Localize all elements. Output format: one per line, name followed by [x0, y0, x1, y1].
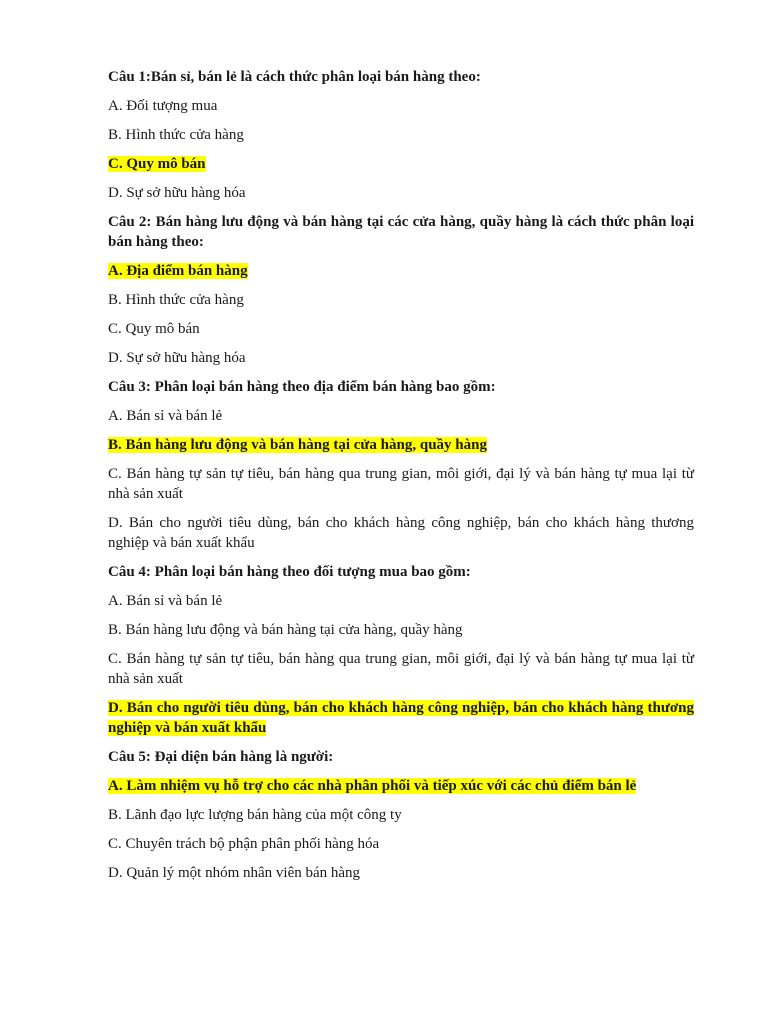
question-5-text: Câu 5: Đại diện bán hàng là người: — [108, 749, 334, 765]
question-5-option-d: D. Quản lý một nhóm nhân viên bán hàng — [108, 865, 361, 881]
question-3-text: Câu 3: Phân loại bán hàng theo địa điểm bán hàng bao gồm: — [108, 379, 496, 395]
question-1-option-d: D. Sự sở hữu hàng hóa — [108, 185, 246, 201]
question-4-text: Câu 4: Phân loại bán hàng theo đối tượng mua bao gồm: — [108, 564, 471, 580]
question-4-option-c: C. Bán hàng tự sản tự tiêu, bán hàng qua trung gian, môi giới, đại lý và bán hàng tự mua lại từ nhà sản xuất — [108, 651, 694, 687]
question-block-3 — [108, 377, 694, 553]
correct-answer-highlight: A. Làm nhiệm vụ hỗ trợ cho các nhà phân phối và tiếp xúc với các chủ điểm bán lẻ — [108, 778, 637, 794]
question-3-option-d: D. Bán cho người tiêu dùng, bán cho khách hàng công nghiệp, bán cho khách hàng thương nghiệp và bán xuất khẩu — [108, 515, 694, 551]
question-2-option-d: D. Sự sở hữu hàng hóa — [108, 350, 246, 366]
correct-answer-highlight: B. Bán hàng lưu động và bán hàng tại cửa hàng, quầy hàng — [108, 437, 487, 453]
question-2-option-b: B. Hình thức cửa hàng — [108, 292, 244, 308]
quiz-content — [108, 67, 694, 892]
question-3-option-a: A. Bán sỉ và bán lẻ — [108, 408, 223, 424]
question-4-option-d-correct — [108, 698, 694, 738]
correct-answer-highlight: C. Quy mô bán — [108, 156, 206, 172]
question-5-option-b: B. Lãnh đạo lực lượng bán hàng của một công ty — [108, 807, 402, 823]
question-block-5 — [108, 747, 694, 883]
question-2-option-c: C. Quy mô bán — [108, 321, 200, 337]
question-4-option-a: A. Bán sỉ và bán lẻ — [108, 593, 223, 609]
question-5-option-c: C. Chuyên trách bộ phận phân phối hàng hóa — [108, 836, 380, 852]
question-4-option-b: B. Bán hàng lưu động và bán hàng tại cửa hàng, quầy hàng — [108, 622, 463, 638]
question-2-option-a-correct — [108, 261, 694, 281]
question-5-option-a-correct — [108, 776, 694, 796]
question-3-option-b-correct — [108, 435, 694, 455]
correct-answer-highlight: D. Bán cho người tiêu dùng, bán cho khách hàng công nghiệp, bán cho khách hàng thương nghiệp và bán xuất khẩu — [108, 700, 694, 736]
question-1-option-a: A. Đối tượng mua — [108, 98, 218, 114]
question-1-option-b: B. Hình thức cửa hàng — [108, 127, 244, 143]
question-1-text: Câu 1:Bán sỉ, bán lẻ là cách thức phân loại bán hàng theo: — [108, 69, 481, 85]
question-block-4 — [108, 562, 694, 738]
question-3-option-c: C. Bán hàng tự sản tự tiêu, bán hàng qua trung gian, môi giới, đại lý và bán hàng tự mua lại từ nhà sản xuất — [108, 466, 694, 502]
question-2-text: Câu 2: Bán hàng lưu động và bán hàng tại các cửa hàng, quầy hàng là cách thức phân loại bán hàng theo: — [108, 214, 694, 250]
question-block-1 — [108, 67, 694, 203]
question-block-2 — [108, 212, 694, 368]
correct-answer-highlight: A. Địa điểm bán hàng — [108, 263, 248, 279]
question-1-option-c-correct — [108, 154, 694, 174]
